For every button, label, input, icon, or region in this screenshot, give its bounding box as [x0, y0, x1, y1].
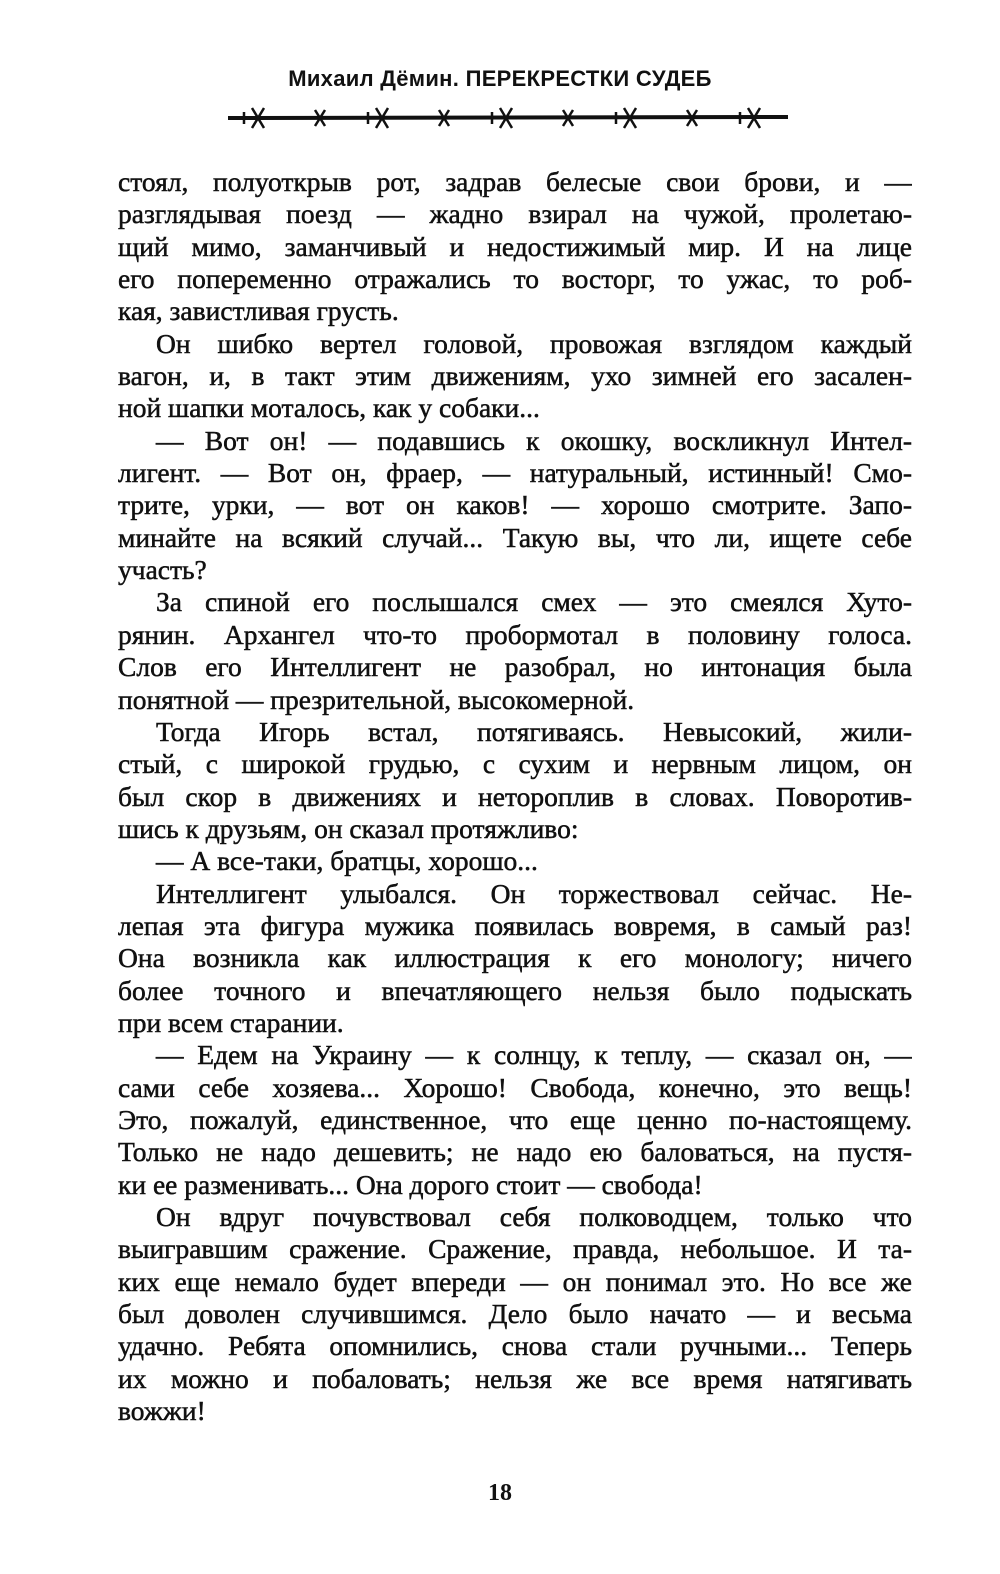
text-line: удачно. Ребята опомнились, снова стали ручными... Теперь [118, 1330, 912, 1362]
text-line: Он вдруг почувствовал себя полководцем, только что [156, 1201, 912, 1232]
text-line: щий мимо, заманчивый и недостижимый мир. И на лице [118, 230, 912, 262]
body-text [118, 166, 912, 1427]
text-line: был скор в движениях и нетороплив в словах. Поворотив- [118, 780, 912, 812]
text-line: минайте на всякий случай... Такую вы, что ли, ищете себе [118, 521, 912, 553]
text-line: — А все-таки, братцы, хорошо... [156, 845, 538, 877]
running-header: Михаил Дёмин. ПЕРЕКРЕСТКИ СУДЕБ [288, 66, 712, 91]
text-line: лигент. — Вот он, фраер, — натуральный, истинный! Смо- [118, 457, 912, 489]
text-line: — Вот он! — подавшись к окошку, воскликнул Интел- [156, 424, 912, 456]
barbed-wire-divider [228, 100, 788, 130]
text-line: Интеллигент улыбался. Он торжествовал сейчас. Не- [156, 877, 912, 909]
text-line: понятной — презрительной, высокомерной. [118, 683, 635, 715]
text-line: ки ее разменивать... Она дорого стоит — свобода! [118, 1168, 703, 1200]
text-line: вожжи! [118, 1395, 206, 1427]
text-line: его попеременно отражались то восторг, то ужас, то роб- [118, 263, 912, 295]
text-line: Тогда Игорь встал, потягиваясь. Невысокий, жили- [156, 715, 912, 747]
text-line: Он шибко вертел головой, провожая взглядом каждый [156, 327, 912, 359]
text-line: стоял, полуоткрыв рот, задрав белесые свои брови, и — [118, 166, 912, 197]
text-line: кая, завистливая грусть. [118, 295, 399, 327]
text-line: ной шапки моталось, как у собаки... [118, 392, 540, 424]
page-number: 18 [488, 1480, 512, 1506]
text-line: сами себе хозяева... Хорошо! Свобода, конечно, это вещь! [118, 1071, 912, 1103]
text-line: Она возникла как иллюстрация к его монологу; ничего [118, 942, 912, 974]
text-line: Это, пожалуй, единственное, что еще ценно по-настоящему. [118, 1103, 912, 1135]
text-line: — Едем на Украину — к солнцу, к теплу, — сказал он, — [156, 1039, 912, 1071]
text-line: лепая эта фигура мужика появилась вовремя, в самый раз! [118, 909, 912, 941]
text-line: их можно и побаловать; нельзя же все время натягивать [118, 1362, 912, 1394]
text-line: За спиной его послышался смех — это смеялся Хуто- [156, 586, 912, 618]
text-line: Только не надо дешевить; не надо ею баловаться, на пустя- [118, 1136, 912, 1168]
text-line: ких еще немало будет впереди — он понимал это. Но все же [118, 1265, 912, 1297]
text-line: выигравшим сражение. Сражение, правда, небольшое. И та- [118, 1233, 912, 1265]
text-line: трите, урки, — вот он каков! — хорошо смотрите. Запо- [118, 489, 912, 521]
text-line: при всем старании. [118, 1006, 344, 1038]
text-line: Слов его Интеллигент не разобрал, но интонация была [118, 651, 912, 683]
text-line: стый, с широкой грудью, с сухим и нервным лицом, он [118, 748, 912, 780]
text-line: разглядывая поезд — жадно взирал на чужой, пролетаю- [118, 198, 912, 230]
text-line: более точного и впечатляющего нельзя было подыскать [118, 974, 912, 1006]
text-line: вагон, и, в такт этим движениям, ухо зимней его засален- [118, 360, 912, 392]
text-line: рянин. Архангел что-то пробормотал в половину голоса. [118, 618, 912, 650]
text-line: был доволен случившимся. Дело было начато — и весьма [118, 1298, 912, 1330]
text-line: участь? [118, 554, 207, 586]
text-line: шись к друзьям, он сказал протяжливо: [118, 812, 579, 844]
